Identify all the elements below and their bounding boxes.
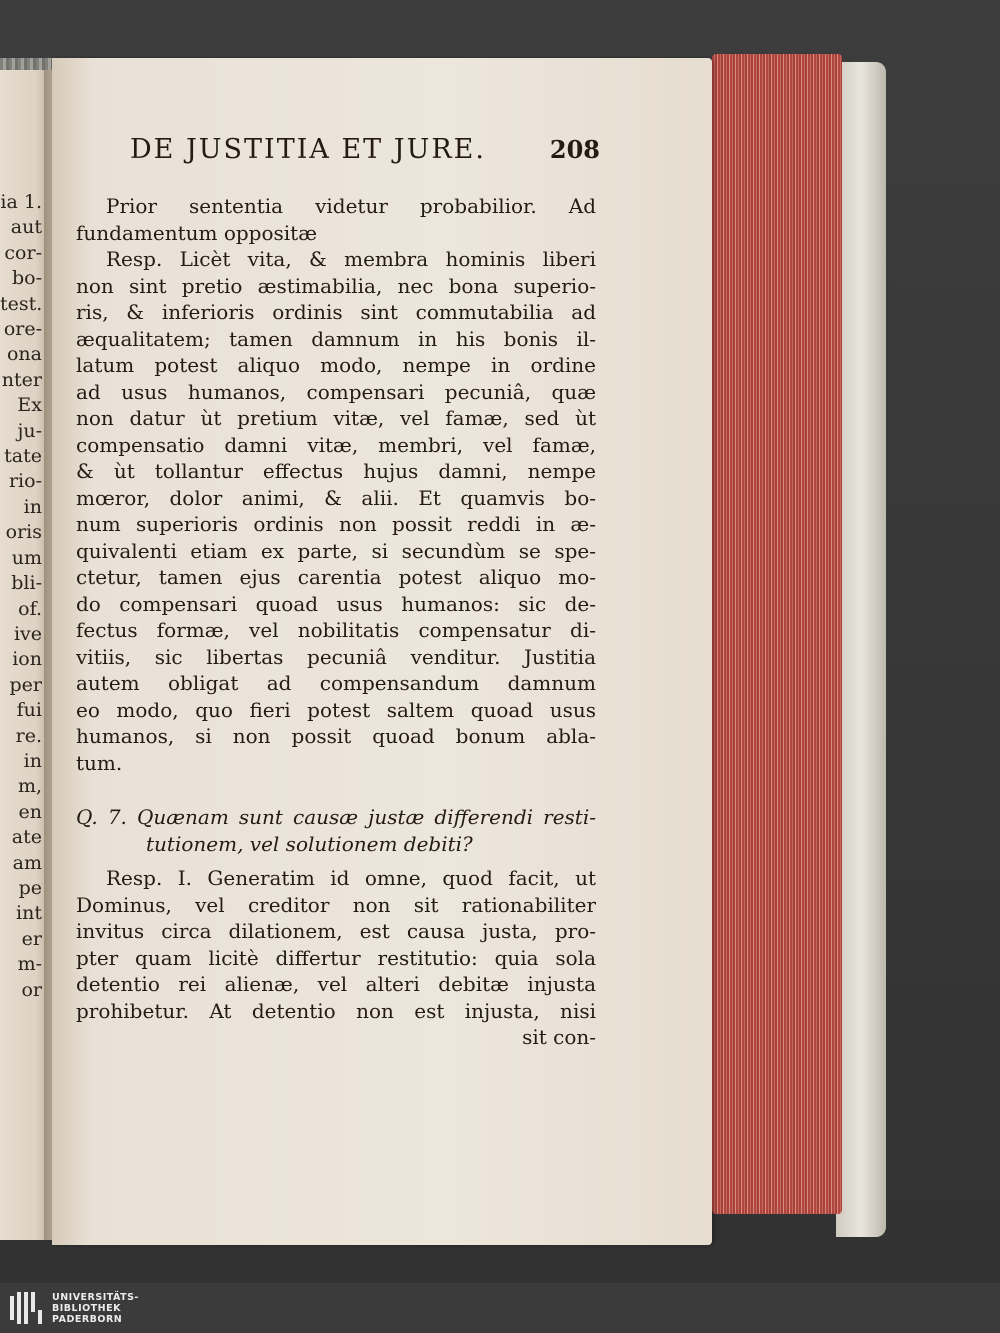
text-line: ad usus humanos, compensari pecuniâ, quæ <box>76 379 596 404</box>
margin-fragment: m, <box>17 775 42 798</box>
text-line: & ùt tollantur effectus hujus damni, nempe <box>76 459 596 483</box>
text-line: mœror, dolor animi, & alii. Et quamvis bo- <box>76 485 596 510</box>
text-line: detentio rei alienæ, vel alteri debitæ injusta <box>76 972 596 996</box>
text-line: Q. 7. Quænam sunt causæ justæ differendi resti- <box>76 805 596 829</box>
margin-fragment: tate <box>4 445 42 468</box>
text-line: num superioris ordinis non possit reddi in æ- <box>76 512 596 536</box>
logo-text-line: PADERBORN <box>52 1313 123 1325</box>
text-line: quivalenti etiam ex parte, si secundùm se spe- <box>76 538 596 563</box>
red-page-edges <box>712 54 842 1214</box>
margin-fragment: or <box>21 978 42 1001</box>
library-logo <box>10 1288 139 1328</box>
text-line: tutionem, vel solutionem debiti? <box>146 831 473 856</box>
margin-fragment: ore- <box>3 318 42 341</box>
text-line: ris, & inferioris ordinis sint commutabilia ad <box>76 300 596 324</box>
margin-fragment: en <box>18 800 42 823</box>
text-line: prohibetur. At detentio non est injusta, nisi <box>76 998 596 1023</box>
margin-fragment: per <box>9 673 42 696</box>
margin-fragment: ive <box>13 622 42 645</box>
question-heading <box>76 804 596 857</box>
margin-fragment: ju- <box>17 419 42 442</box>
margin-fragment: rio- <box>8 470 42 493</box>
text-line: Resp. I. Generatim id omne, quod facit, ut <box>106 866 596 890</box>
page-number: 208 <box>549 135 600 164</box>
left-page-margin-text <box>0 190 42 1003</box>
margin-fragment: in <box>23 749 42 772</box>
margin-fragment: am <box>12 851 42 874</box>
text-line: tum. <box>76 750 123 775</box>
page-header <box>130 134 600 165</box>
margin-fragment: ia 1. <box>0 191 42 213</box>
text-line: fundamentum oppositæ <box>76 220 317 245</box>
margin-fragment: cor- <box>4 241 42 264</box>
margin-fragment: in <box>23 495 42 518</box>
book-cover-edge <box>836 62 886 1237</box>
margin-fragment: ate <box>11 826 42 849</box>
logo-text-line: UNIVERSITÄTS- <box>52 1291 139 1303</box>
margin-fragment: bli- <box>11 572 42 595</box>
text-line: Resp. Licèt vita, & membra hominis liberi <box>106 247 596 271</box>
text-line: Prior sententia videtur probabilior. Ad <box>106 194 596 218</box>
text-line: eo modo, quo fieri potest saltem quoad usus <box>76 697 596 722</box>
text-line: autem obligat ad compensandum damnum <box>76 671 596 695</box>
margin-fragment: int <box>16 902 42 925</box>
text-line: latum potest aliquo modo, nempe in ordine <box>76 353 596 377</box>
margin-fragment: Ex <box>17 394 42 417</box>
text-line: pter quam licitè differtur restitutio: quia sola <box>76 945 596 970</box>
body-paragraph <box>76 193 596 776</box>
text-line: ctetur, tamen ejus carentia potest aliquo mo- <box>76 565 596 589</box>
answer-paragraph <box>76 865 596 1051</box>
running-title: DE JUSTITIA ET JURE. <box>130 134 486 165</box>
text-line: æqualitatem; tamen damnum in his bonis il- <box>76 326 596 351</box>
text-line: non sint pretio æstimabilia, nec bona superio- <box>76 273 596 298</box>
logo-text-line: BIBLIOTHEK <box>52 1302 121 1314</box>
margin-fragment: re. <box>15 724 42 747</box>
margin-fragment: nter <box>1 368 42 391</box>
text-line: Dominus, vel creditor non sit rationabiliter <box>76 892 596 917</box>
text-line: humanos, si non possit quoad bonum abla- <box>76 724 596 748</box>
section-gap <box>76 776 596 804</box>
margin-fragment: m- <box>17 953 42 976</box>
margin-fragment: of. <box>18 597 42 620</box>
margin-fragment: ion <box>12 648 42 671</box>
page-body <box>76 193 596 1051</box>
margin-fragment: pe <box>18 876 42 899</box>
margin-fragment: test. <box>0 292 42 315</box>
margin-fragment: er <box>21 927 42 950</box>
text-line: vitiis, sic libertas pecuniâ venditur. Justitia <box>76 644 596 669</box>
text-line: sit con- <box>522 1025 596 1049</box>
library-logo-icon <box>10 1288 44 1328</box>
margin-fragment: fui <box>16 699 42 722</box>
margin-fragment: oris <box>5 521 42 544</box>
margin-fragment: um <box>11 546 42 569</box>
library-logo-text <box>52 1292 139 1325</box>
text-line: fectus formæ, vel nobilitatis compensatur di- <box>76 618 596 642</box>
text-line: non datur ùt pretium vitæ, vel famæ, sed ùt <box>76 406 596 430</box>
footer-bar <box>0 1283 1000 1333</box>
text-line: invitus circa dilationem, est causa justa, pro- <box>76 919 596 943</box>
margin-fragment: aut <box>10 216 42 239</box>
text-line: do compensari quoad usus humanos: sic de- <box>76 591 596 616</box>
text-line: compensatio damni vitæ, membri, vel famæ, <box>76 432 596 457</box>
margin-fragment: ona <box>6 343 42 366</box>
margin-fragment: bo- <box>11 267 42 290</box>
